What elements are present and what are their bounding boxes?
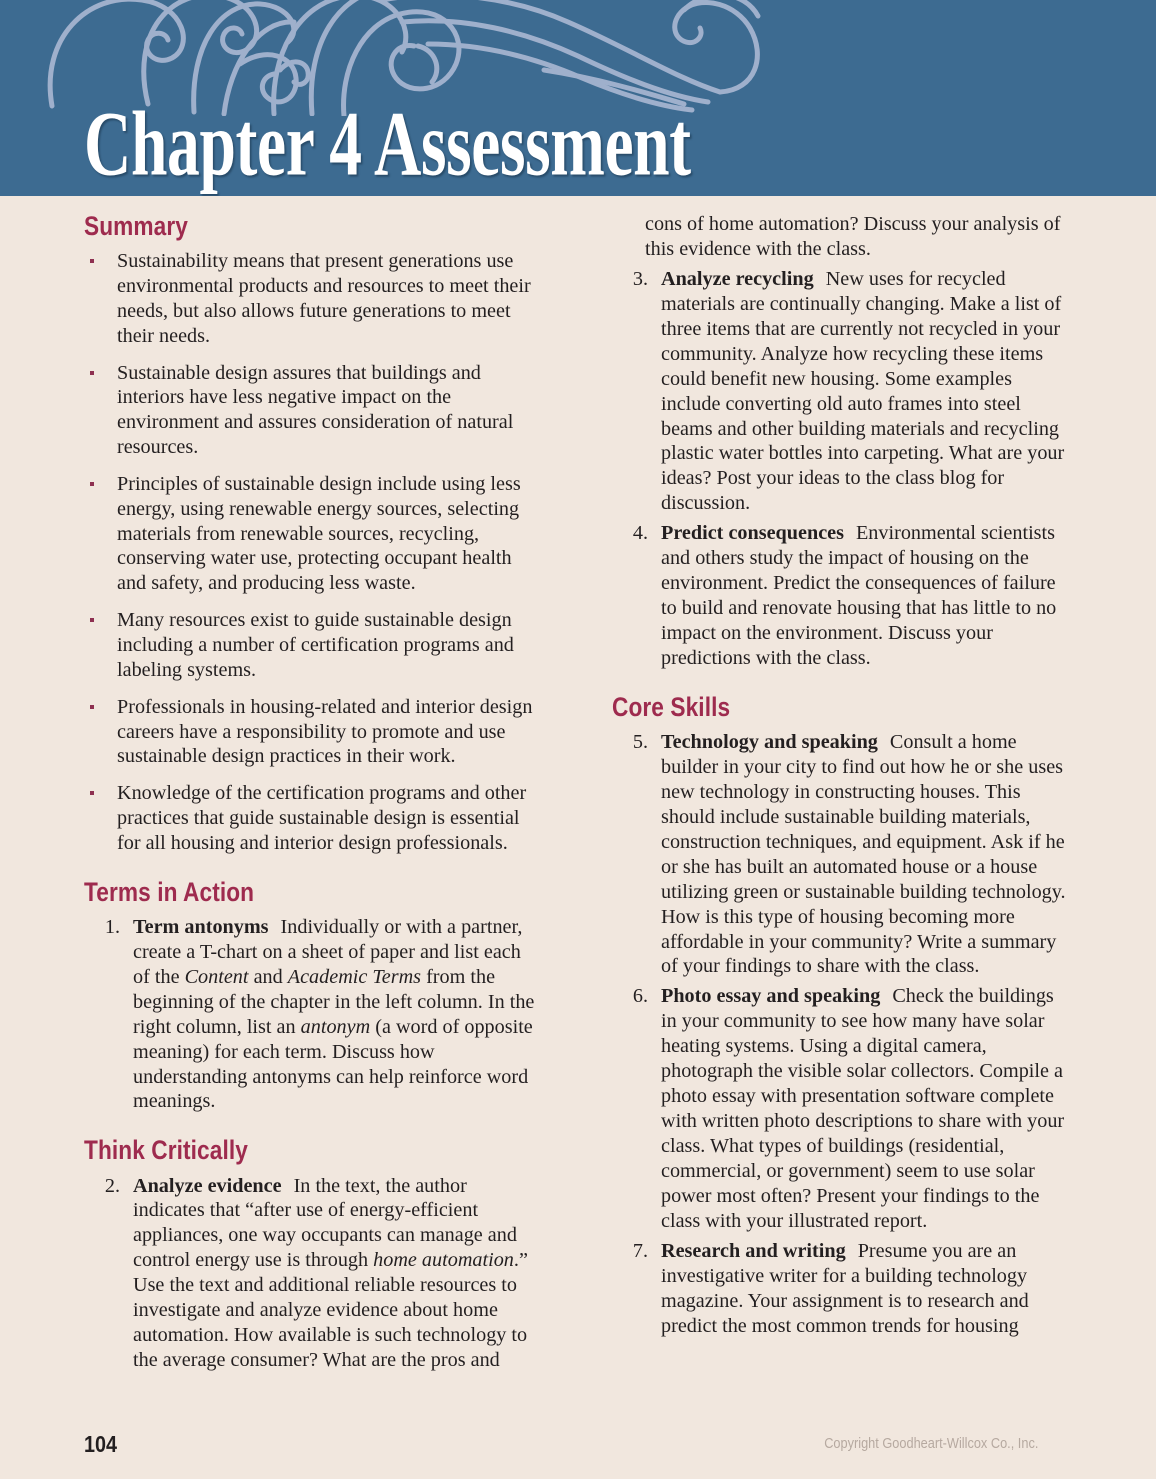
list-item: Professionals in housing-related and interior design careers have a responsibility to promote and use sustainable design practices in their work. [84,695,542,770]
summary-bullet-list [84,249,542,856]
list-item-body: .” Use the text and additional reliable resources to investigate and analyze evidence about home automation. How available is such technology to the average consumer? What are the pros and [133,1249,528,1372]
list-item-number: 3. [632,267,648,290]
right-column [612,212,1070,1344]
list-item-italic: Academic Terms [287,965,422,988]
copyright-notice: Copyright Goodheart-Willcox Co., Inc. [823,1436,1038,1452]
page-title: Chapter 4 Assessment [84,92,691,195]
list-item-lead: Technology and speaking [661,731,878,754]
list-item-number: 2. [104,1174,120,1197]
list-item: Sustainability means that present generations use environmental products and resources to meet their needs, but also allows future generations to meet their needs. [84,249,542,348]
two-column-layout [84,212,1096,1378]
page-number: 104 [84,1431,118,1457]
list-item-number: 6. [632,985,648,1008]
page-body [0,196,1156,1479]
think-critically-continued-list [612,212,1070,671]
section-heading-terms-in-action: Terms in Action [84,876,255,907]
list-item-body: Environmental scientists and others study the impact of housing on the environment. Predict the consequences of failure to build and renovate housing that has little to no impact on the environment. Discuss your predictions with the class. [661,522,1057,669]
list-item-lead: Analyze recycling [661,267,814,290]
list-item-italic: home automation [373,1249,514,1272]
list-item-italic: Content [184,965,249,988]
list-item-number: 4. [632,522,648,545]
list-item [84,915,542,1115]
list-item [612,521,1070,671]
list-item-body: and [248,965,288,988]
list-item-lead: Photo essay and speaking [661,985,881,1008]
list-item [612,1239,1070,1339]
list-item-lead: Term antonyms [133,915,269,938]
list-item-lead: Predict consequences [661,522,844,545]
section-heading-summary: Summary [84,211,188,241]
list-item [612,730,1070,979]
terms-in-action-list [84,915,542,1115]
list-item-number: 1. [104,915,120,938]
list-item-body: In the text, the author indicates that “after use of energy-efficient appliances, one way occupants can manage and control energy use is through [133,1174,517,1272]
list-item: Principles of sustainable design include using less energy, using renewable energy sources, selecting materials from renewable sources, recycling, conserving water use, protecting occupant health and safety, and producing less waste. [84,472,542,596]
list-item [84,1174,542,1374]
page-footer [0,1405,1156,1479]
list-item-lead: Analyze evidence [133,1174,282,1197]
list-item: Many resources exist to guide sustainable design including a number of certification programs and labeling systems. [84,608,542,683]
left-column [84,212,542,1378]
list-item-lead: Research and writing [661,1239,846,1262]
list-item [612,267,1070,516]
section-heading-core-skills: Core Skills [612,691,731,722]
chapter-banner [0,0,1156,196]
list-item-body: from the beginning of the chapter in the left column. In the right column, list an [133,965,535,1038]
list-item-body: Presume you are an investigative writer for a building technology magazine. Your assignment is to research and predict the most common trends for housing [661,1239,1029,1337]
core-skills-list [612,730,1070,1339]
list-item-italic: antonym [300,1015,371,1038]
list-item-body: Individually or with a partner, create a T-chart on a sheet of paper and list each of the [133,915,523,988]
list-item [612,984,1070,1233]
list-item-body: Consult a home builder in your city to find out how he or she uses new technology in constructing houses. This should include sustainable building materials, construction techniques, and equipment. Ask if he or she has built an automated house or a house utilizing green or sustainable building technology. How is this type of housing becoming more affordable in your community? Write a summary of your findings to share with the class. [661,731,1066,978]
list-item-number: 5. [632,731,648,754]
list-item-body: Check the buildings in your community to see how many have solar heating systems. Using a digital camera, photograph the visible solar collectors. Compile a photo essay with presentation software complete with written photo descriptions to share with your class. What types of buildings (residential, commercial, or government) seem to use solar power most often? Present your findings to the class with your illustrated report. [661,985,1065,1232]
list-item: Sustainable design assures that buildings and interiors have less negative impact on the environment and assures consideration of natural resources. [84,361,542,460]
think-critically-list [84,1174,542,1374]
list-item-number: 7. [632,1239,648,1262]
section-heading-think-critically: Think Critically [84,1135,248,1166]
list-item-body: (a word of opposite meaning) for each term. Discuss how understanding antonyms can help reinforce word meanings. [133,1015,533,1113]
continued-paragraph: cons of home automation? Discuss your analysis of this evidence with the class. [645,213,1061,260]
list-item: Knowledge of the certification programs and other practices that guide sustainable design is essential for all housing and interior design professionals. [84,781,542,856]
list-item-body: New uses for recycled materials are continually changing. Make a list of three items that are currently not recycled in your community. Analyze how recycling these items could benefit new housing. Some examples include converting old auto frames into steel beams and other building materials and recycling plastic water bottles into carpeting. What are your ideas? Post your ideas to the class blog for discussion. [661,267,1065,515]
